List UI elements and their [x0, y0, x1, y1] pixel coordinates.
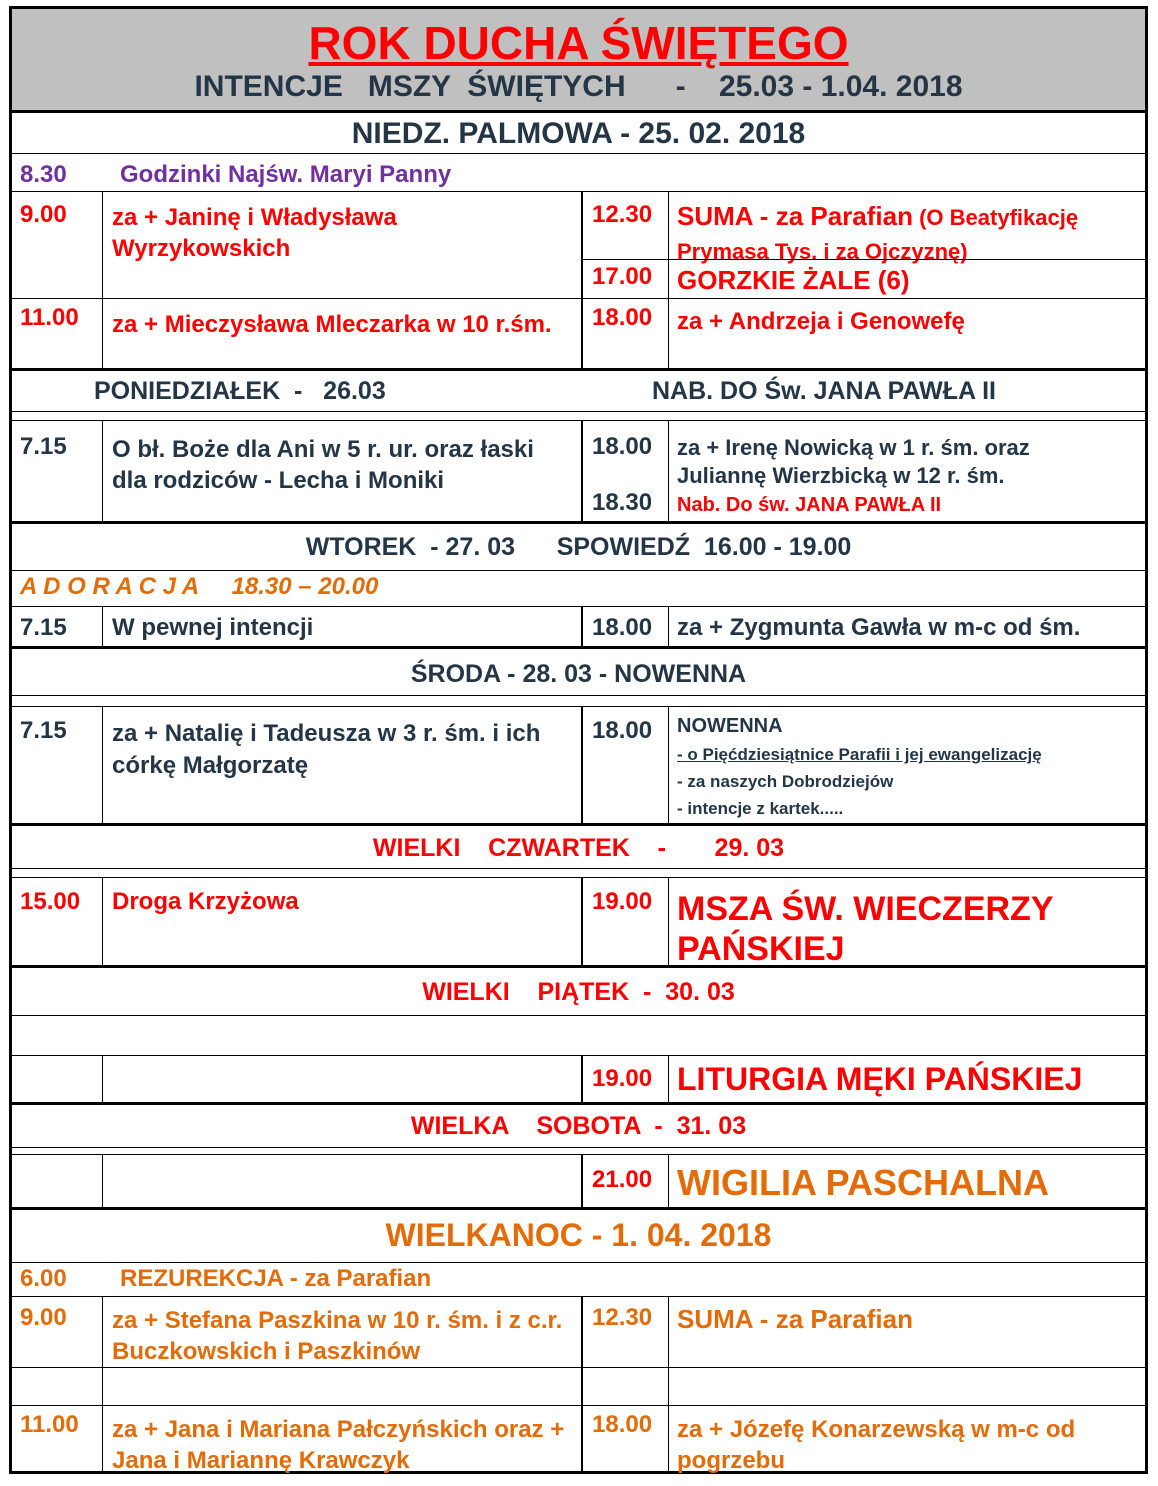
mass-time: 18.00 [592, 304, 653, 331]
mass-time: 18.30 [592, 489, 653, 516]
mass-time: 6.00 [20, 1265, 67, 1292]
mass-time: 19.00 [592, 1065, 653, 1092]
mass-intention: GORZKIE ŻALE (6) [677, 265, 910, 295]
day-heading-saturday: WIELKA SOBOTA - 31. 03 [410, 1112, 747, 1140]
mass-intention: za + Józefę Konarzewską w m-c od pogrzebu [677, 1416, 1076, 1474]
mass-time: 11.00 [20, 304, 79, 331]
adoration-note: A D O R A C J A 18.30 – 20.00 [20, 573, 379, 600]
mass-intention: za + Mieczysława Mleczarka w 10 r.śm. [112, 311, 552, 338]
mass-intention: W pewnej intencji [112, 614, 314, 641]
page-subtitle: INTENCJE MSZY ŚWIĘTYCH - 25.03 - 1.04. 2018 [194, 70, 963, 103]
mass-intention: SUMA - za Parafian [677, 1304, 913, 1334]
mass-intention: za + Andrzeja i Genowefę [677, 308, 965, 335]
mass-time: 7.15 [20, 717, 67, 744]
mass-schedule-sheet [9, 6, 1148, 1474]
mass-time: 19.00 [592, 888, 653, 915]
mass-intention: Nab. Do św. JANA PAWŁA II [677, 494, 942, 516]
mass-time: 11.00 [20, 1411, 79, 1438]
mass-time: 18.00 [592, 614, 653, 641]
mass-intention: za + Natalię i Tadeusza w 3 r. śm. i ich córkę Małgorzatę [112, 720, 541, 779]
mass-time: 8.30 [20, 161, 67, 188]
mass-intention-main: SUMA - za Parafian [677, 201, 913, 231]
mass-time: 7.15 [20, 433, 67, 460]
mass-intention: za + Stefana Paszkina w 10 r. śm. i z c.r. Buczkowskich i Paszkinów [112, 1307, 563, 1365]
mass-time: 9.00 [20, 201, 67, 228]
novena-item: - o Pięćdziesiątnice Parafii i jej ewangelizację [677, 745, 1042, 764]
mass-intention: Godzinki Najśw. Maryi Panny [120, 161, 452, 188]
mass-time: 7.15 [20, 614, 67, 641]
novena-item: - intencje z kartek..... [677, 799, 844, 818]
mass-time: 12.30 [592, 1304, 653, 1331]
mass-time: 17.00 [592, 263, 653, 290]
mass-time: 18.00 [592, 433, 653, 460]
mass-time: 21.00 [592, 1166, 653, 1193]
page-title: ROK DUCHA ŚWIĘTEGO [308, 17, 849, 69]
mass-intention: za + Janinę i Władysława Wyrzykowskich [112, 204, 397, 262]
day-heading-wednesday: ŚRODA - 28. 03 - NOWENNA [410, 660, 747, 688]
mass-intention: za + Irenę Nowicką w 1 r. śm. oraz Juliannę Wierzbicką w 12 r. śm. [677, 435, 1030, 488]
mass-intention: Droga Krzyżowa [112, 888, 299, 915]
novena-item: - za naszych Dobrodziejów [677, 772, 894, 791]
mass-time: 9.00 [20, 1304, 67, 1331]
mass-intention: MSZA ŚW. WIECZERZY PAŃSKIEJ [677, 890, 1053, 968]
novena-title: NOWENNA [677, 715, 783, 737]
mass-intention-note: (O Beatyfikację Prymasa Tys. i za Ojczyznę) [677, 205, 1079, 264]
mass-time: 12.30 [592, 201, 653, 228]
mass-time: 18.00 [592, 717, 653, 744]
mass-time: 15.00 [20, 888, 81, 915]
mass-intention: za + Jana i Mariana Pałczyńskich oraz + Jana i Mariannę Krawczyk [112, 1416, 565, 1474]
mass-intention: O bł. Boże dla Ani w 5 r. ur. oraz łaski dla rodziców - Lecha i Moniki [112, 436, 534, 494]
day-heading-sunday: NIEDZ. PALMOWA - 25. 02. 2018 [351, 117, 806, 150]
mass-intention: WIGILIA PASCHALNA [677, 1162, 1049, 1203]
day-heading-easter: WIELKANOC - 1. 04. 2018 [385, 1217, 772, 1253]
day-heading-thursday: WIELKI CZWARTEK - 29. 03 [372, 834, 785, 862]
day-heading-monday: PONIEDZIAŁEK - 26.03 [94, 377, 386, 405]
mass-intention: REZUREKCJA - za Parafian [120, 1265, 432, 1292]
day-heading-friday: WIELKI PIĄTEK - 30. 03 [422, 978, 735, 1006]
mass-time: 18.00 [592, 1411, 653, 1438]
mass-intention: LITURGIA MĘKI PAŃSKIEJ [677, 1061, 1083, 1097]
day-heading-monday-note: NAB. DO Św. JANA PAWŁA II [652, 377, 996, 405]
day-heading-tuesday: WTOREK - 27. 03 SPOWIEDŹ 16.00 - 19.00 [305, 533, 852, 561]
mass-intention: za + Zygmunta Gawła w m-c od śm. [677, 614, 1081, 641]
